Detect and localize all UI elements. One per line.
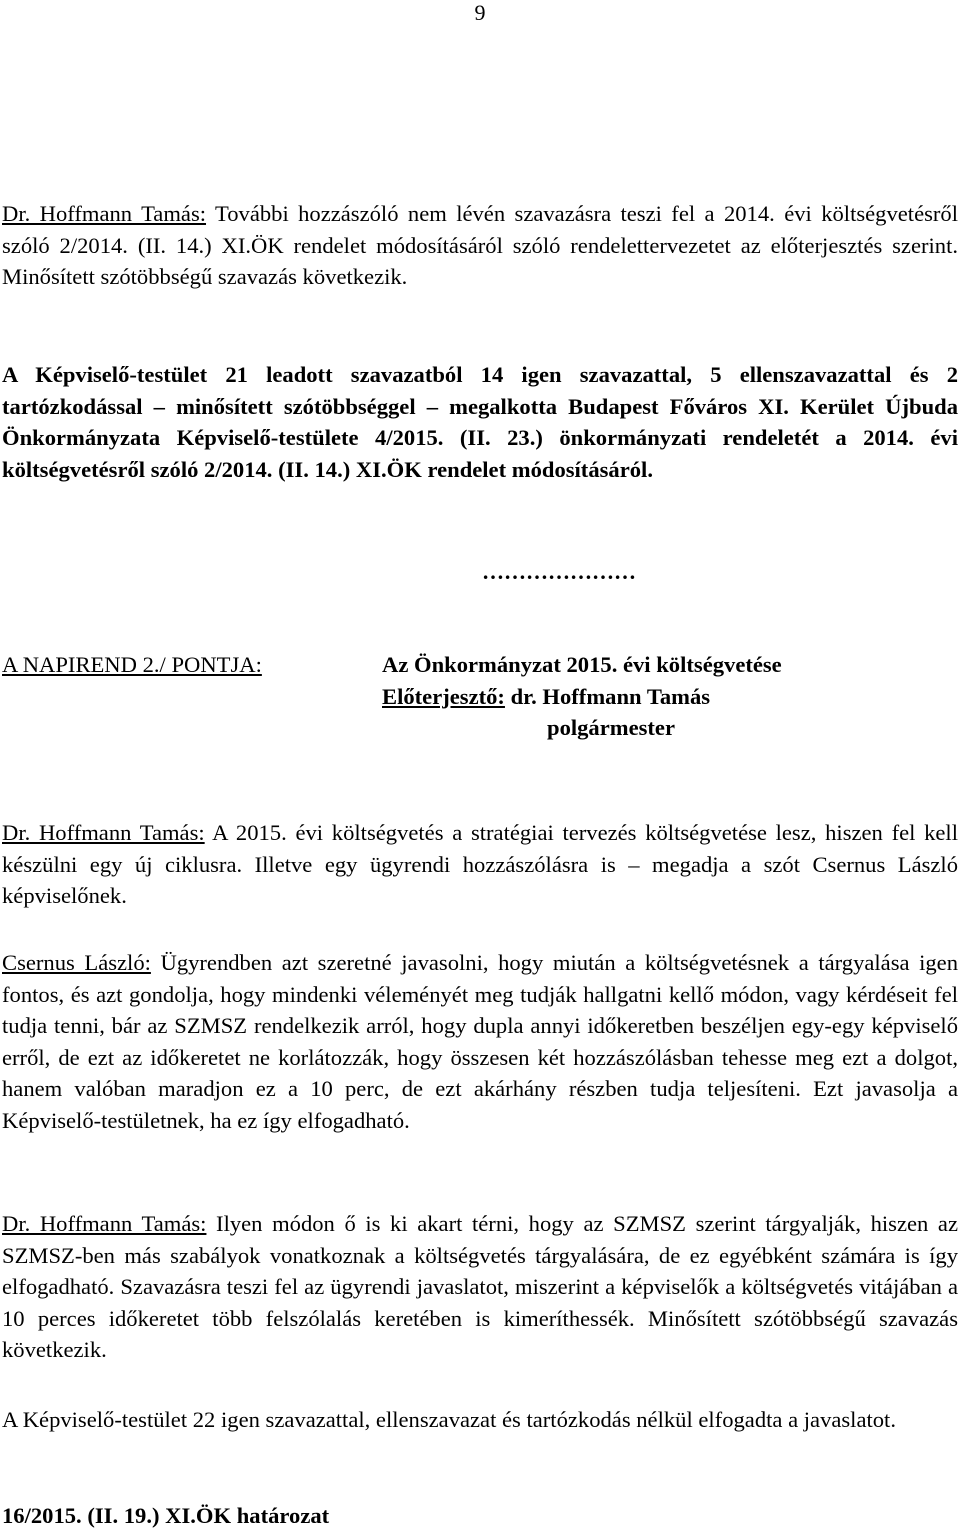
paragraph-csernus-proposal <box>2 947 958 1136</box>
paragraph-closing-vote <box>2 198 958 293</box>
paragraph-vote-result: A Képviselő-testület 21 leadott szavazatból 14 igen szavazattal, 5 ellenszavazattal és 2 tartózkodással – minősített szótöbbséggel – megalkotta Budapest Főváros XI. Kerület Újbuda Önkormányzata Képviselő-testülete 4/2015. (II. 23.) önkormányzati rendeletét a 2014. évi költségvetésről szóló 2/2014. (II. 14.) XI.ÖK rendelet módosításáról. <box>2 362 958 482</box>
page-number: 9 <box>474 0 486 25</box>
agenda-item-label: A NAPIREND 2./ PONTJA: <box>2 652 262 677</box>
presenter-name: dr. Hoffmann Tamás <box>504 683 711 709</box>
paragraph-text: Ilyen módon ő is ki akart térni, hogy az SZMSZ szerint tárgyalják, hiszen az SZMSZ-ben más szabályok vonatkoznak a költségvetés tárgyalására, de ez egyébként számára is így elfogadható. Szavazásra teszi fel az ügyrendi javaslatot, miszerint a képviselők a költségvetés vitájában a 10 perces időkeretet több felszólalás keretében is kimeríthessék. Minősített szótöbbségű szavazás következik. <box>2 1211 958 1362</box>
paragraph-mayor-intro <box>2 817 958 912</box>
speaker-name: Dr. Hoffmann Tamás: <box>2 1211 207 1236</box>
agenda-item-details <box>382 649 782 744</box>
paragraph-mayor-response <box>2 1208 958 1366</box>
presenter-label: Előterjesztő: <box>382 683 505 709</box>
paragraph-text: Ügyrendben azt szeretné javasolni, hogy miután a költségvetésnek a tárgyalása igen fontos, és azt gondolja, hogy mindenki véleményét meg tudják hallgatni kellő módon, vagy kérdéseit fel tudja tenni, bár az SZMSZ rendelkezik arról, hogy dupla annyi időkeretben beszéljen egy-egy képviselő erről, de ezt az időkeretet ne korlátozzák, hogy összesen két hozzászólásban tehesse meg ezt a dolgot, hanem valóban maradjon ez a 10 perc, de ezt akárhány részben tudja teljesíteni. Ezt javasolja a Képviselő-testületnek, ha ez így elfogadható. <box>2 950 959 1133</box>
section-separator: ………………… <box>482 559 636 584</box>
paragraph-vote-outcome: A Képviselő-testület 22 igen szavazattal, ellenszavazat és tartózkodás nélkül elfogadta a javaslatot. <box>2 1407 896 1432</box>
speaker-name: Dr. Hoffmann Tamás: <box>2 201 207 226</box>
agenda-item-title: Az Önkormányzat 2015. évi költségvetése <box>382 652 782 677</box>
presenter-role: polgármester <box>547 715 675 740</box>
resolution-heading: 16/2015. (II. 19.) XI.ÖK határozat <box>2 1503 330 1528</box>
paragraph-text: További hozzászóló nem lévén szavazásra teszi fel a 2014. évi költségvetésről szóló 2/2014. (II. 14.) XI.ÖK rendelet módosításáról szóló rendelettervezetet az előterjesztés szerint. Minősített szótöbbségű szavazás következik. <box>2 201 958 289</box>
paragraph-text: A 2015. évi költségvetés a stratégiai tervezés költségvetése lesz, hiszen fel kell készülni egy új ciklusra. Illetve egy ügyrendi hozzászólásra is – megadja a szót Csernus László képviselőnek. <box>2 820 958 908</box>
speaker-name: Dr. Hoffmann Tamás: <box>2 820 205 845</box>
agenda-presenter <box>382 681 782 713</box>
speaker-name: Csernus László: <box>2 950 151 975</box>
